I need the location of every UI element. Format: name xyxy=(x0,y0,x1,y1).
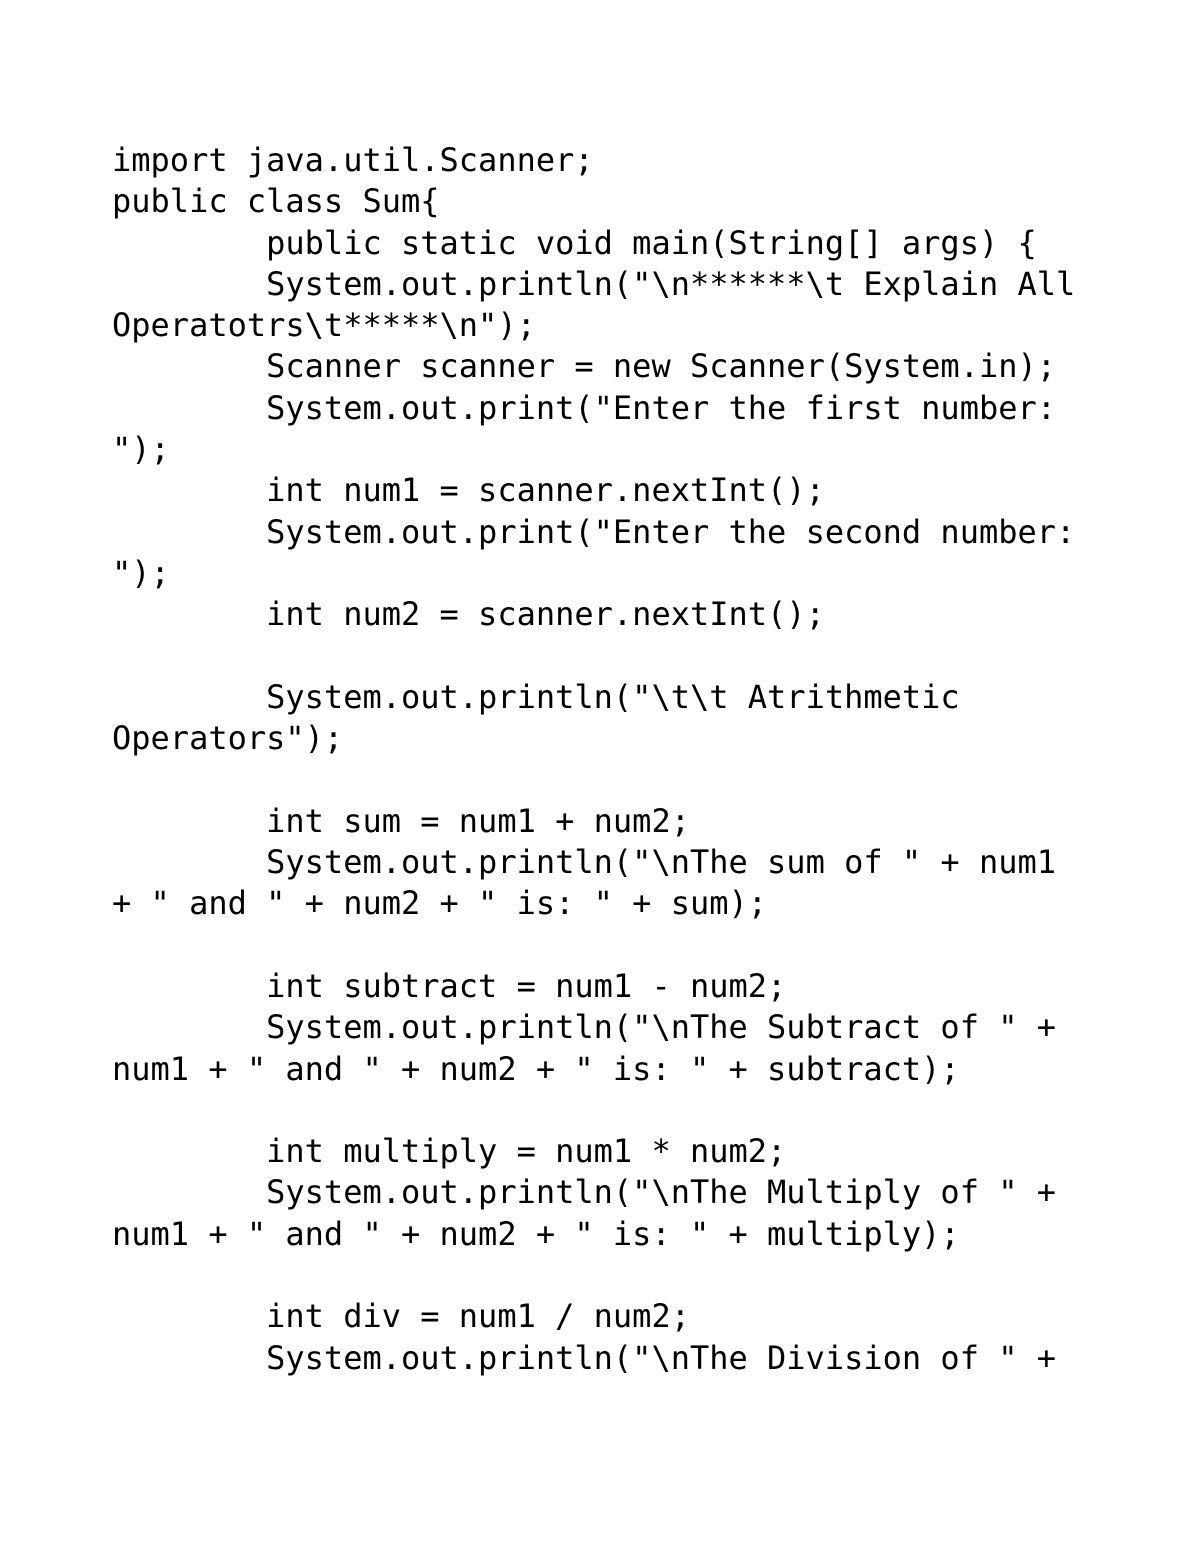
code-line: Scanner scanner = new Scanner(System.in); xyxy=(112,347,1057,386)
code-line: System.out.println("\nThe sum of " + num1 xyxy=(112,843,1057,882)
code-line: int sum = num1 + num2; xyxy=(112,801,690,840)
code-line: int num1 = scanner.nextInt(); xyxy=(112,471,825,510)
code-line: public static void main(String[] args) { xyxy=(112,223,1037,262)
code-line: public class Sum{ xyxy=(112,182,440,221)
blank-line xyxy=(112,759,1112,800)
code-line: System.out.print("Enter the second number: xyxy=(112,512,1076,551)
code-line: import java.util.Scanner; xyxy=(112,141,594,179)
blank-line xyxy=(112,925,1112,966)
code-line: int multiply = num1 * num2; xyxy=(112,1132,787,1171)
blank-line xyxy=(112,1255,1112,1296)
code-line: System.out.println("\nThe Subtract of " + xyxy=(112,1008,1057,1047)
code-line: int num2 = scanner.nextInt(); xyxy=(112,595,825,634)
code-line: "); xyxy=(112,430,170,469)
code-line: + " and " + num2 + " is: " + sum); xyxy=(112,884,768,923)
code-line: int subtract = num1 - num2; xyxy=(112,966,787,1005)
code-line: System.out.println("\nThe Multiply of " + xyxy=(112,1173,1057,1212)
code-block xyxy=(112,140,1112,1379)
code-line: System.out.print("Enter the first number: xyxy=(112,388,1057,427)
blank-line xyxy=(112,636,1112,677)
code-line: num1 + " and " + num2 + " is: " + subtract); xyxy=(112,1049,960,1088)
code-line: Operators"); xyxy=(112,719,344,758)
code-line: System.out.println("\nThe Division of " + xyxy=(112,1338,1057,1377)
code-line: System.out.println("\n******\t Explain All xyxy=(112,264,1076,303)
code-line: num1 + " and " + num2 + " is: " + multiply); xyxy=(112,1214,960,1253)
code-line: int div = num1 / num2; xyxy=(112,1297,690,1336)
blank-line xyxy=(112,1090,1112,1131)
code-line: Operatotrs\t*****\n"); xyxy=(112,306,536,345)
code-line: System.out.println("\t\t Atrithmetic xyxy=(112,677,960,716)
code-line: "); xyxy=(112,553,170,592)
